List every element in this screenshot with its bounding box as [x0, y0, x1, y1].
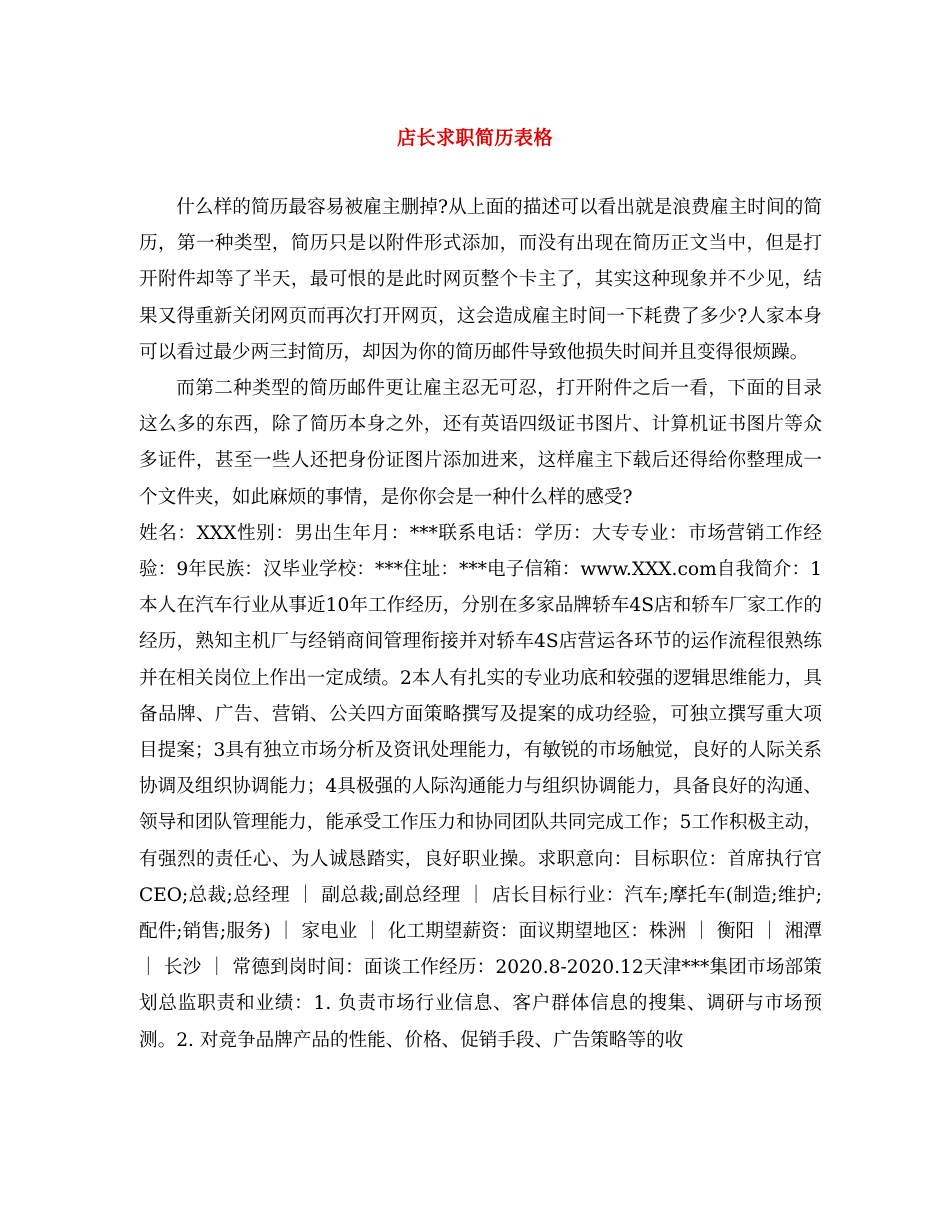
document-title: 店长求职简历表格	[396, 127, 553, 149]
document-body	[139, 190, 822, 1059]
paragraph-2: 而第二种类型的简历邮件更让雇主忍无可忍，打开附件之后一看，下面的目录这么多的东西，除了简历本身之外，还有英语四级证书图片、计算机证书图片等众多证件，甚至一些人还把身份证图片添加进来，这样雇主下载后还得给你整理成一个文件夹，如此麻烦的事情，是你你会是一种什么样的感受?	[139, 378, 822, 508]
resume-text: 姓名：XXX性别：男出生年月：***联系电话：学历：大专专业：市场营销工作经验：9年民族：汉毕业学校：***住址：***电子信箱：www.XXX.com自我简介：1本人在汽车行业从事近10年工作经历，分别在多家品牌轿车4S店和轿车厂家工作的经历，熟知主机厂与经销商间管理衔接并对轿车4S店营运各环节的运作流程很熟练并在相关岗位上作出一定成绩。2本人有扎实的专业功底和较强的逻辑思维能力，具备品牌、广告、营销、公关四方面策略撰写及提案的成功经验，可独立撰写重大项目提案；3具有独立市场分析及资讯处理能力，有敏锐的市场触觉，良好的人际关系协调及组织协调能力；4具极强的人际沟通能力与组织协调能力，具备良好的沟通、领导和团队管理能力，能承受工作压力和协同团队共同完成工作；5工作积极主动，有强烈的责任心、为人诚恳踏实，良好职业操。求职意向：目标职位：首席执行官CEO;总裁;总经理 ｜ 副总裁;副总经理 ｜ 店长目标行业：汽车;摩托车(制造;维护;配件;销售;服务) ｜ 家电业 ｜ 化工期望薪资：面议期望地区：株洲 ｜ 衡阳 ｜ 湘潭 ｜ 长沙 ｜ 常德到岗时间：面谈工作经历：2020.8-2020.12天津***集团市场部策划总监职责和业绩：1. 负责市场行业信息、客户群体信息的搜集、调研与市场预测。2. 对竞争品牌产品的性能、价格、促销手段、广告策略等的收	[139, 522, 822, 1051]
paragraph-1: 什么样的简历最容易被雇主删掉?从上面的描述可以看出就是浪费雇主时间的简历，第一种类型，简历只是以附件形式添加，而没有出现在简历正文当中，但是打开附件却等了半天，最可恨的是此时网页整个卡主了，其实这种现象并不少见，结果又得重新关闭网页而再次打开网页，这会造成雇主时间一下耗费了多少?人家本身可以看过最少两三封简历，却因为你的简历邮件导致他损失时间并且变得很烦躁。	[139, 197, 822, 363]
